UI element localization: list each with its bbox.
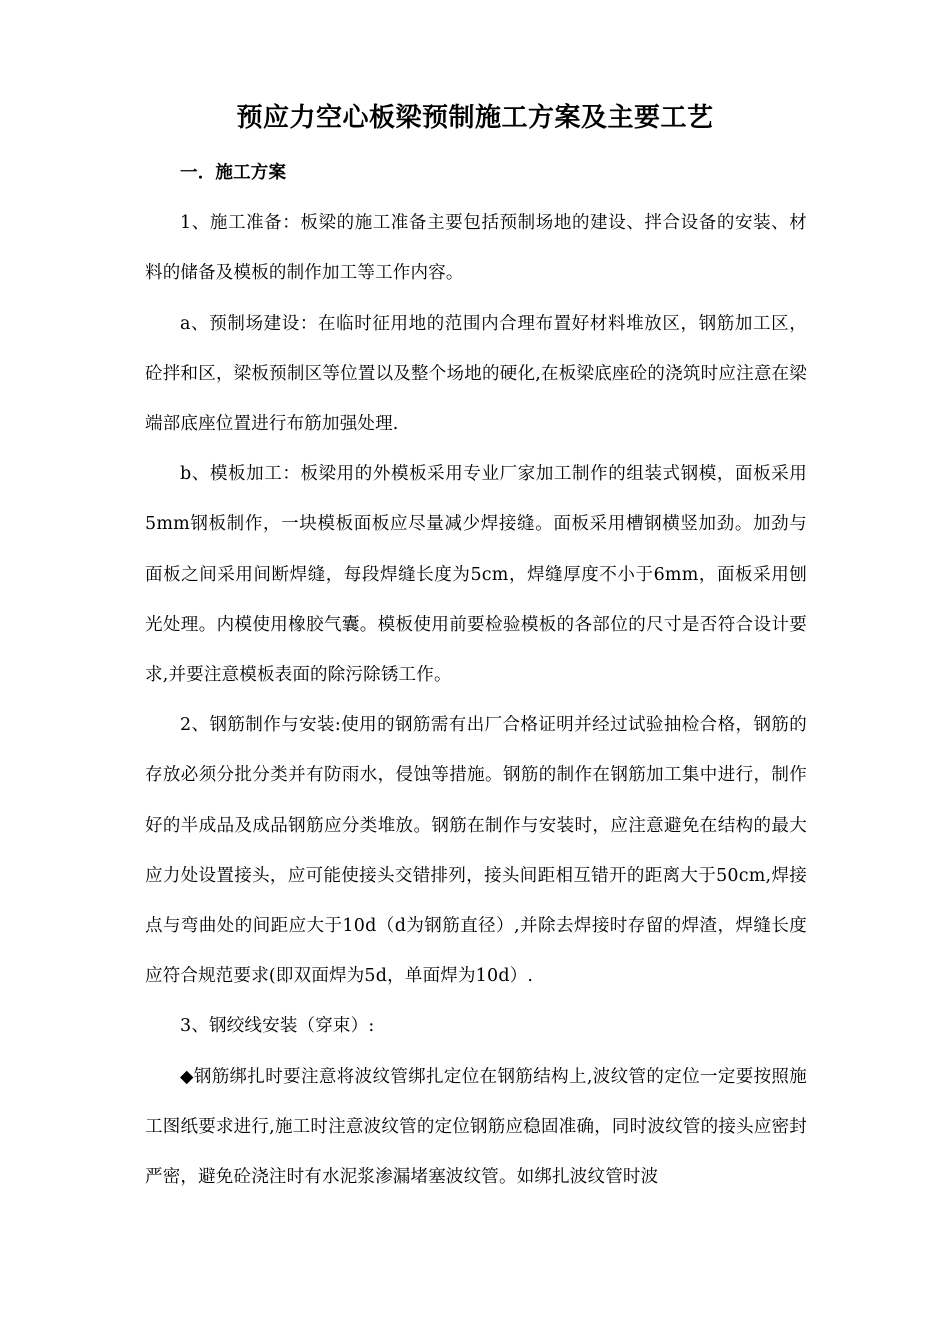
document-body: [145, 148, 807, 1202]
paragraph-rebar: 2、钢筋制作与安装:使用的钢筋需有出厂合格证明并经过试验抽检合格，钢筋的存放必须分批分类并有防雨水，侵蚀等措施。钢筋的制作在钢筋加工集中进行，制作好的半成品及成品钢筋应分类堆放。钢筋在制作与安装时，应注意避免在结构的最大应力处设置接头，应可能使接头交错排列，接头间距相互错开的距离大于50cm,焊接点与弯曲处的间距应大于10d（d为钢筋直径）,并除去焊接时存留的焊渣，焊缝长度应符合规范要求(即双面焊为5d，单面焊为10d）.: [145, 715, 807, 987]
paragraph-formwork: b、模板加工：板梁用的外模板采用专业厂家加工制作的组装式钢模，面板采用5mm钢板制作，一块模板面板应尽量减少焊接缝。面板采用槽钢横竖加劲。加劲与面板之间采用间断焊缝，每段焊缝长度为5cm，焊缝厚度不小于6mm，面板采用刨光处理。内模使用橡胶气囊。模板使用前要检验模板的各部位的尺寸是否符合设计要求,并要注意模板表面的除污除锈工作。: [145, 464, 807, 686]
paragraph-duct-binding: ◆钢筋绑扎时要注意将波纹管绑扎定位在钢筋结构上,波纹管的定位一定要按照施工图纸要求进行,施工时注意波纹管的定位钢筋应稳固准确，同时波纹管的接头应密封严密，避免砼浇注时有水泥浆渗漏堵塞波纹管。如绑扎波纹管时波: [145, 1066, 807, 1188]
paragraph-strand-heading: 3、钢绞线安装（穿束）:: [180, 1016, 375, 1037]
document-title: 预应力空心板梁预制施工方案及主要工艺: [236, 103, 714, 133]
section-heading: 一．施工方案: [180, 163, 287, 183]
paragraph-construction-preparation: 1、施工准备：板梁的施工准备主要包括预制场地的建设、拌合设备的安装、材料的储备及模板的制作加工等工作内容。: [145, 213, 807, 284]
paragraph-prefab-yard: a、预制场建设：在临时征用地的范围内合理布置好材料堆放区，钢筋加工区，砼拌和区，梁板预制区等位置以及整个场地的硬化,在板梁底座砼的浇筑时应注意在梁端部底座位置进行布筋加强处理.: [145, 313, 807, 435]
